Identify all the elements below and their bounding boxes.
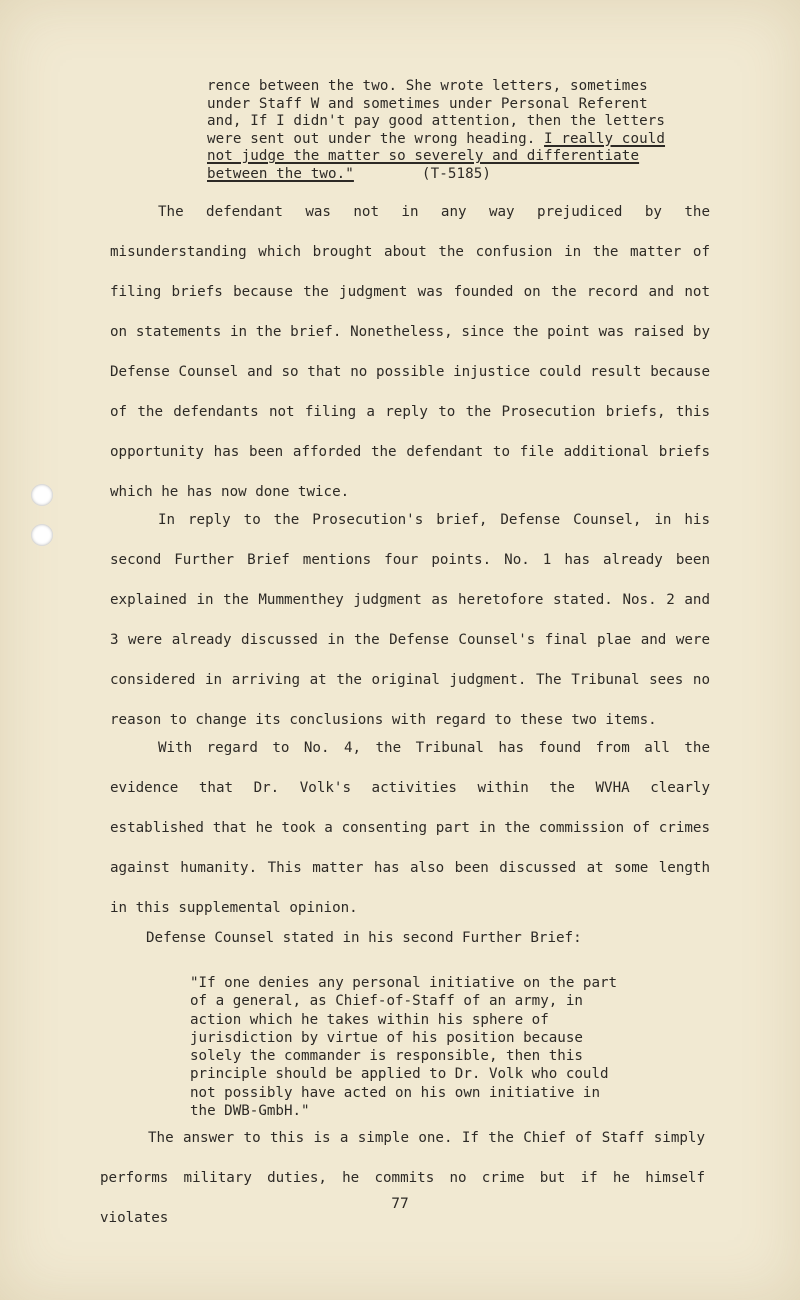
binder-hole xyxy=(31,484,53,506)
top-quote-underlined: I really could not judge the matter so severely and differentiate between the two." xyxy=(207,130,666,182)
top-quote-text: rence between the two. She wrote letters, sometimes under Staff W and sometimes under Personal Referent and, If I didn't pay good attention, then the letters were sent out under the wrong heading. xyxy=(207,78,666,147)
paragraph-reply: In reply to the Prosecution's brief, Defense Counsel, in his second Further Brief mentions four points. No. 1 has already been explained in the Mummenthey judgment as heretofore stated. Nos. 2 and 3 were already discussed in the Defense Counsel's final plae and were considered in arriving at the original judgment. The Tribunal sees no reason to change its conclusions with regard to these two items. xyxy=(110,512,710,728)
top-quote-citation: (T-5185) xyxy=(421,165,492,182)
paragraph-answer: The answer to this is a simple one. If the Chief of Staff simply performs military duties, he commits no crime but if he himself violates xyxy=(100,1130,705,1226)
binder-hole xyxy=(31,524,53,546)
block-quote: "If one denies any personal initiative on the part of a general, as Chief-of-Staff of an army, in action which he takes within his sphere of jurisdiction by virtue of his position because solely the commander is responsible, then this principle should be applied to Dr. Volk who could not possibly have acted on his own initiative in the DWB-GmbH." xyxy=(190,975,618,1120)
paragraph-point-four: With regard to No. 4, the Tribunal has found from all the evidence that Dr. Volk's activities within the WVHA clearly established that he took a consenting part in the commission of crimes against humanity. This matter has also been discussed at some length in this supplemental opinion. xyxy=(110,740,710,916)
page-number: 77 xyxy=(391,1196,409,1212)
paragraph-defense-statement: Defense Counsel stated in his second Further Brief: xyxy=(146,930,582,946)
paragraph-prejudice: The defendant was not in any way prejudiced by the misunderstanding which brought about the confusion in the matter of filing briefs because the judgment was founded on the record and not on statements in the brief. Nonetheless, since the point was raised by Defense Counsel and so that no possible injustice could result because of the defendants not filing a reply to the Prosecution briefs, this opportunity has been afforded the defendant to file additional briefs which he has now done twice. xyxy=(110,204,710,500)
top-quote-continuation xyxy=(207,78,677,184)
